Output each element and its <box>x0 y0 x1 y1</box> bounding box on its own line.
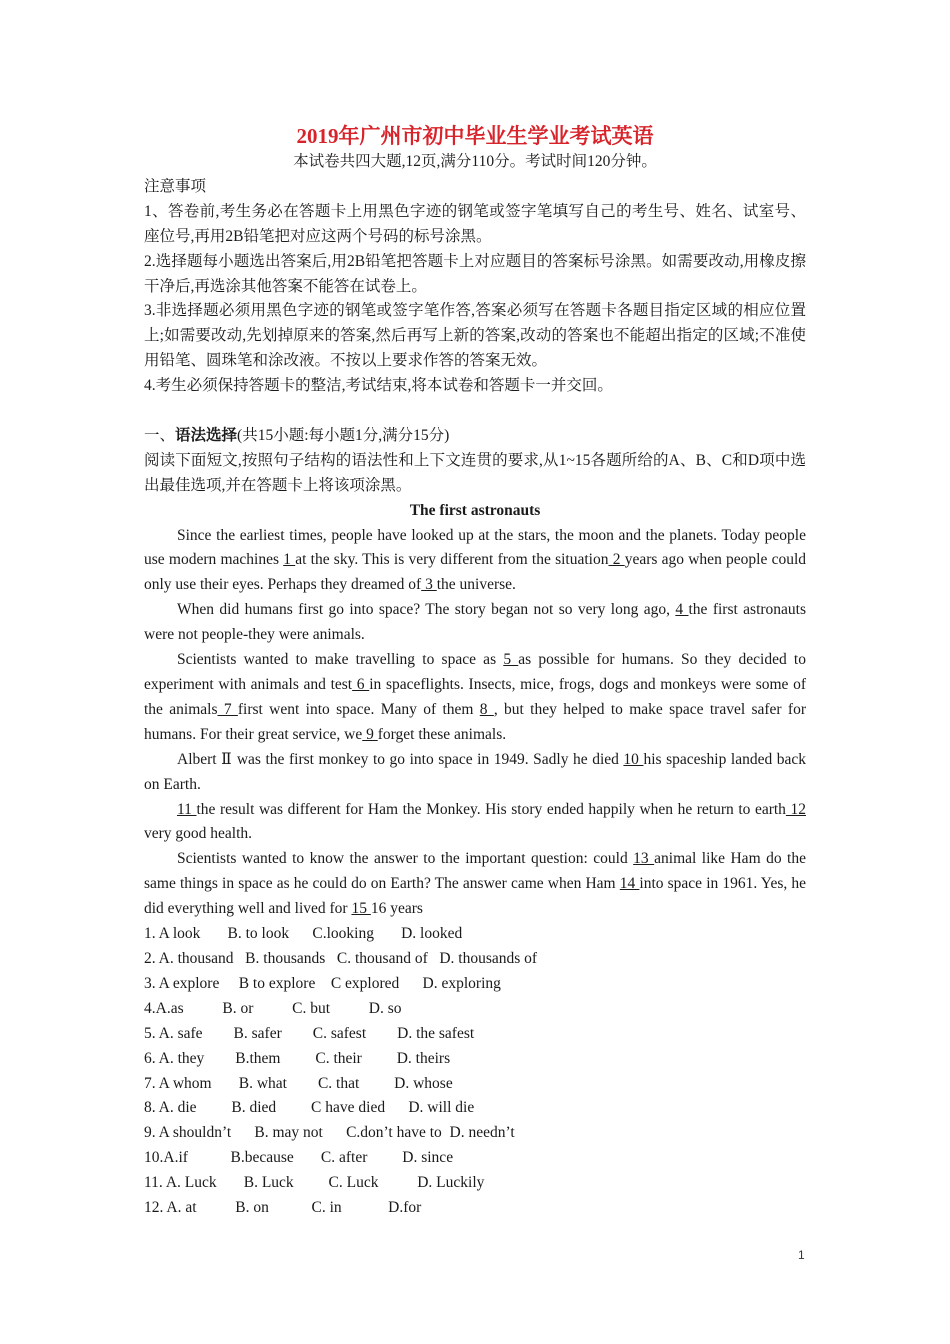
section-scoring: (共15小题:每小题1分,满分15分) <box>237 426 450 444</box>
option-row-5: 5. A. safe B. safer C. safest D. the safest <box>144 1024 475 1042</box>
option-row-3: 3. A explore B to explore C explored D. exploring <box>144 974 501 992</box>
passage-text: at the sky. This is very different from the situation <box>295 551 609 569</box>
option-row-6: 6. A. they B.them C. their D. theirs <box>144 1049 451 1067</box>
passage-text: Albert Ⅱ was the first monkey to go into space in 1949. Sadly he died <box>177 750 624 768</box>
notice-heading: 注意事项 <box>144 177 207 195</box>
answer-blank: 12 <box>785 800 806 818</box>
page-number: 1 <box>798 1248 805 1262</box>
answer-blank: 9 <box>362 725 378 743</box>
passage-text: the universe. <box>436 576 516 594</box>
answer-blank: 2 <box>608 551 625 569</box>
passage-text: his spaceship landed back on Earth. <box>144 750 806 793</box>
option-row-1: 1. A look B. to look C.looking D. looked <box>144 925 463 943</box>
notice-item-4: 4.考生必须保持答题卡的整洁,考试结束,将本试卷和答题卡一并交回。 <box>144 377 613 395</box>
answer-blank: 13 <box>633 850 655 868</box>
passage-text: Since the earliest times, people have looked up at the stars, the moon and the planets. Today people use modern machines <box>144 526 806 569</box>
passage-text: forget these animals. <box>377 725 507 743</box>
answer-blank: 8 <box>479 700 494 718</box>
option-row-4: 4.A.as B. or C. but D. so <box>144 999 402 1017</box>
option-row-9: 9. A shouldn’t B. may not C.don’t have to D. needn’t <box>144 1124 515 1142</box>
passage-paragraph-6 <box>144 847 806 922</box>
passage-text: into space in 1961. Yes, he did everything well and lived for <box>144 875 807 918</box>
answer-blank: 7 <box>217 700 238 718</box>
passage-title: The first astronauts <box>409 501 541 519</box>
answer-blank: 3 <box>421 576 437 594</box>
option-row-12: 12. A. at B. on C. in D.for <box>144 1199 422 1217</box>
passage-text: as possible for humans. So they decided to experiment with animals and test <box>144 651 806 694</box>
answer-blank: 10 <box>623 750 644 768</box>
passage-text: the first astronauts were not people-they were animals. <box>144 601 807 644</box>
page-content <box>144 122 806 1221</box>
passage-text: When did humans first go into space? The story began not so very long ago, <box>177 601 676 619</box>
spacer <box>144 399 806 424</box>
passage-text: animal like Ham do the same things in space as he could do on Earth? The answer came when Ham <box>144 850 806 893</box>
option-row-7: 7. A whom B. what C. that D. whose <box>144 1074 453 1092</box>
option-row-2: 2. A. thousand B. thousands C. thousand of D. thousands of <box>144 949 538 967</box>
passage-text: 16 years <box>370 900 423 918</box>
passage-text: first went into space. Many of them <box>237 700 480 718</box>
option-row-8: 8. A. die B. died C have died D. will die <box>144 1099 475 1117</box>
notice-item-3: 3.非选择题必须用黑色字迹的钢笔或签字笔作答,答案必须写在答题卡各题目指定区域的相应位置上;如需要改动,先划掉原来的答案,然后再写上新的答案,改动的答案也不能超出指定的区域;不准使用铅笔、圆珠笔和涂改液。不按以上要求作答的答案无效。 <box>144 302 806 370</box>
answer-blank: 11 <box>177 800 197 818</box>
answer-blank: 1 <box>283 551 296 569</box>
exam-subtitle: 本试卷共四大题,12页,满分110分。考试时间120分钟。 <box>293 153 657 170</box>
passage-text: the result was different for Ham the Monkey. His story ended happily when he return to earth <box>196 800 786 818</box>
answer-blank: 6 <box>352 676 370 694</box>
section-instruction: 阅读下面短文,按照句子结构的语法性和上下文连贯的要求,从1~15各题所给的A、B、C和D项中选出最佳选项,并在答题卡上将该项涂黑。 <box>144 451 806 494</box>
exam-title: 2019年广州市初中毕业生学业考试英语 <box>296 124 654 148</box>
option-row-11: 11. A. Luck B. Luck C. Luck D. Luckily <box>144 1174 485 1192</box>
passage-paragraph-2 <box>144 598 806 648</box>
section-heading <box>144 424 806 449</box>
passage-text: Scientists wanted to know the answer to the important question: could <box>177 850 634 868</box>
answer-blank: 5 <box>503 651 519 669</box>
passage-paragraph-5 <box>144 798 806 848</box>
answer-blank: 15 <box>351 900 371 918</box>
passage-paragraph-4 <box>144 748 806 798</box>
answer-blank: 4 <box>675 601 689 619</box>
answer-blank: 14 <box>619 875 640 893</box>
passage-text: , but they helped to make space travel safer for humans. For their great service, we <box>144 700 806 743</box>
options-list <box>144 922 806 1221</box>
option-row-10: 10.A.if B.because C. after D. since <box>144 1149 454 1167</box>
passage-text: years ago when people could only use their eyes. Perhaps they dreamed of <box>144 551 807 594</box>
passage-text: Scientists wanted to make travelling to space as <box>177 651 504 669</box>
section-prefix: 一、 <box>144 426 176 444</box>
passage-text: in spaceflights. Insects, mice, frogs, dogs and monkeys were some of the animals <box>144 676 806 718</box>
notice-item-1: 1、答卷前,考生务必在答题卡上用黑色字迹的钢笔或签字笔填写自己的考生号、姓名、试室号、座位号,再用2B铅笔把对应这两个号码的标号涂黑。 <box>144 202 806 245</box>
passage-text: very good health. <box>144 825 253 843</box>
passage-paragraph-1 <box>144 524 806 599</box>
section-name: 语法选择 <box>175 426 238 444</box>
notice-item-2: 2.选择题每小题选出答案后,用2B铅笔把答题卡上对应题目的答案标号涂黑。如需要改动,用橡皮擦干净后,再选涂其他答案不能答在试卷上。 <box>144 252 806 295</box>
passage-paragraph-3 <box>144 648 806 748</box>
